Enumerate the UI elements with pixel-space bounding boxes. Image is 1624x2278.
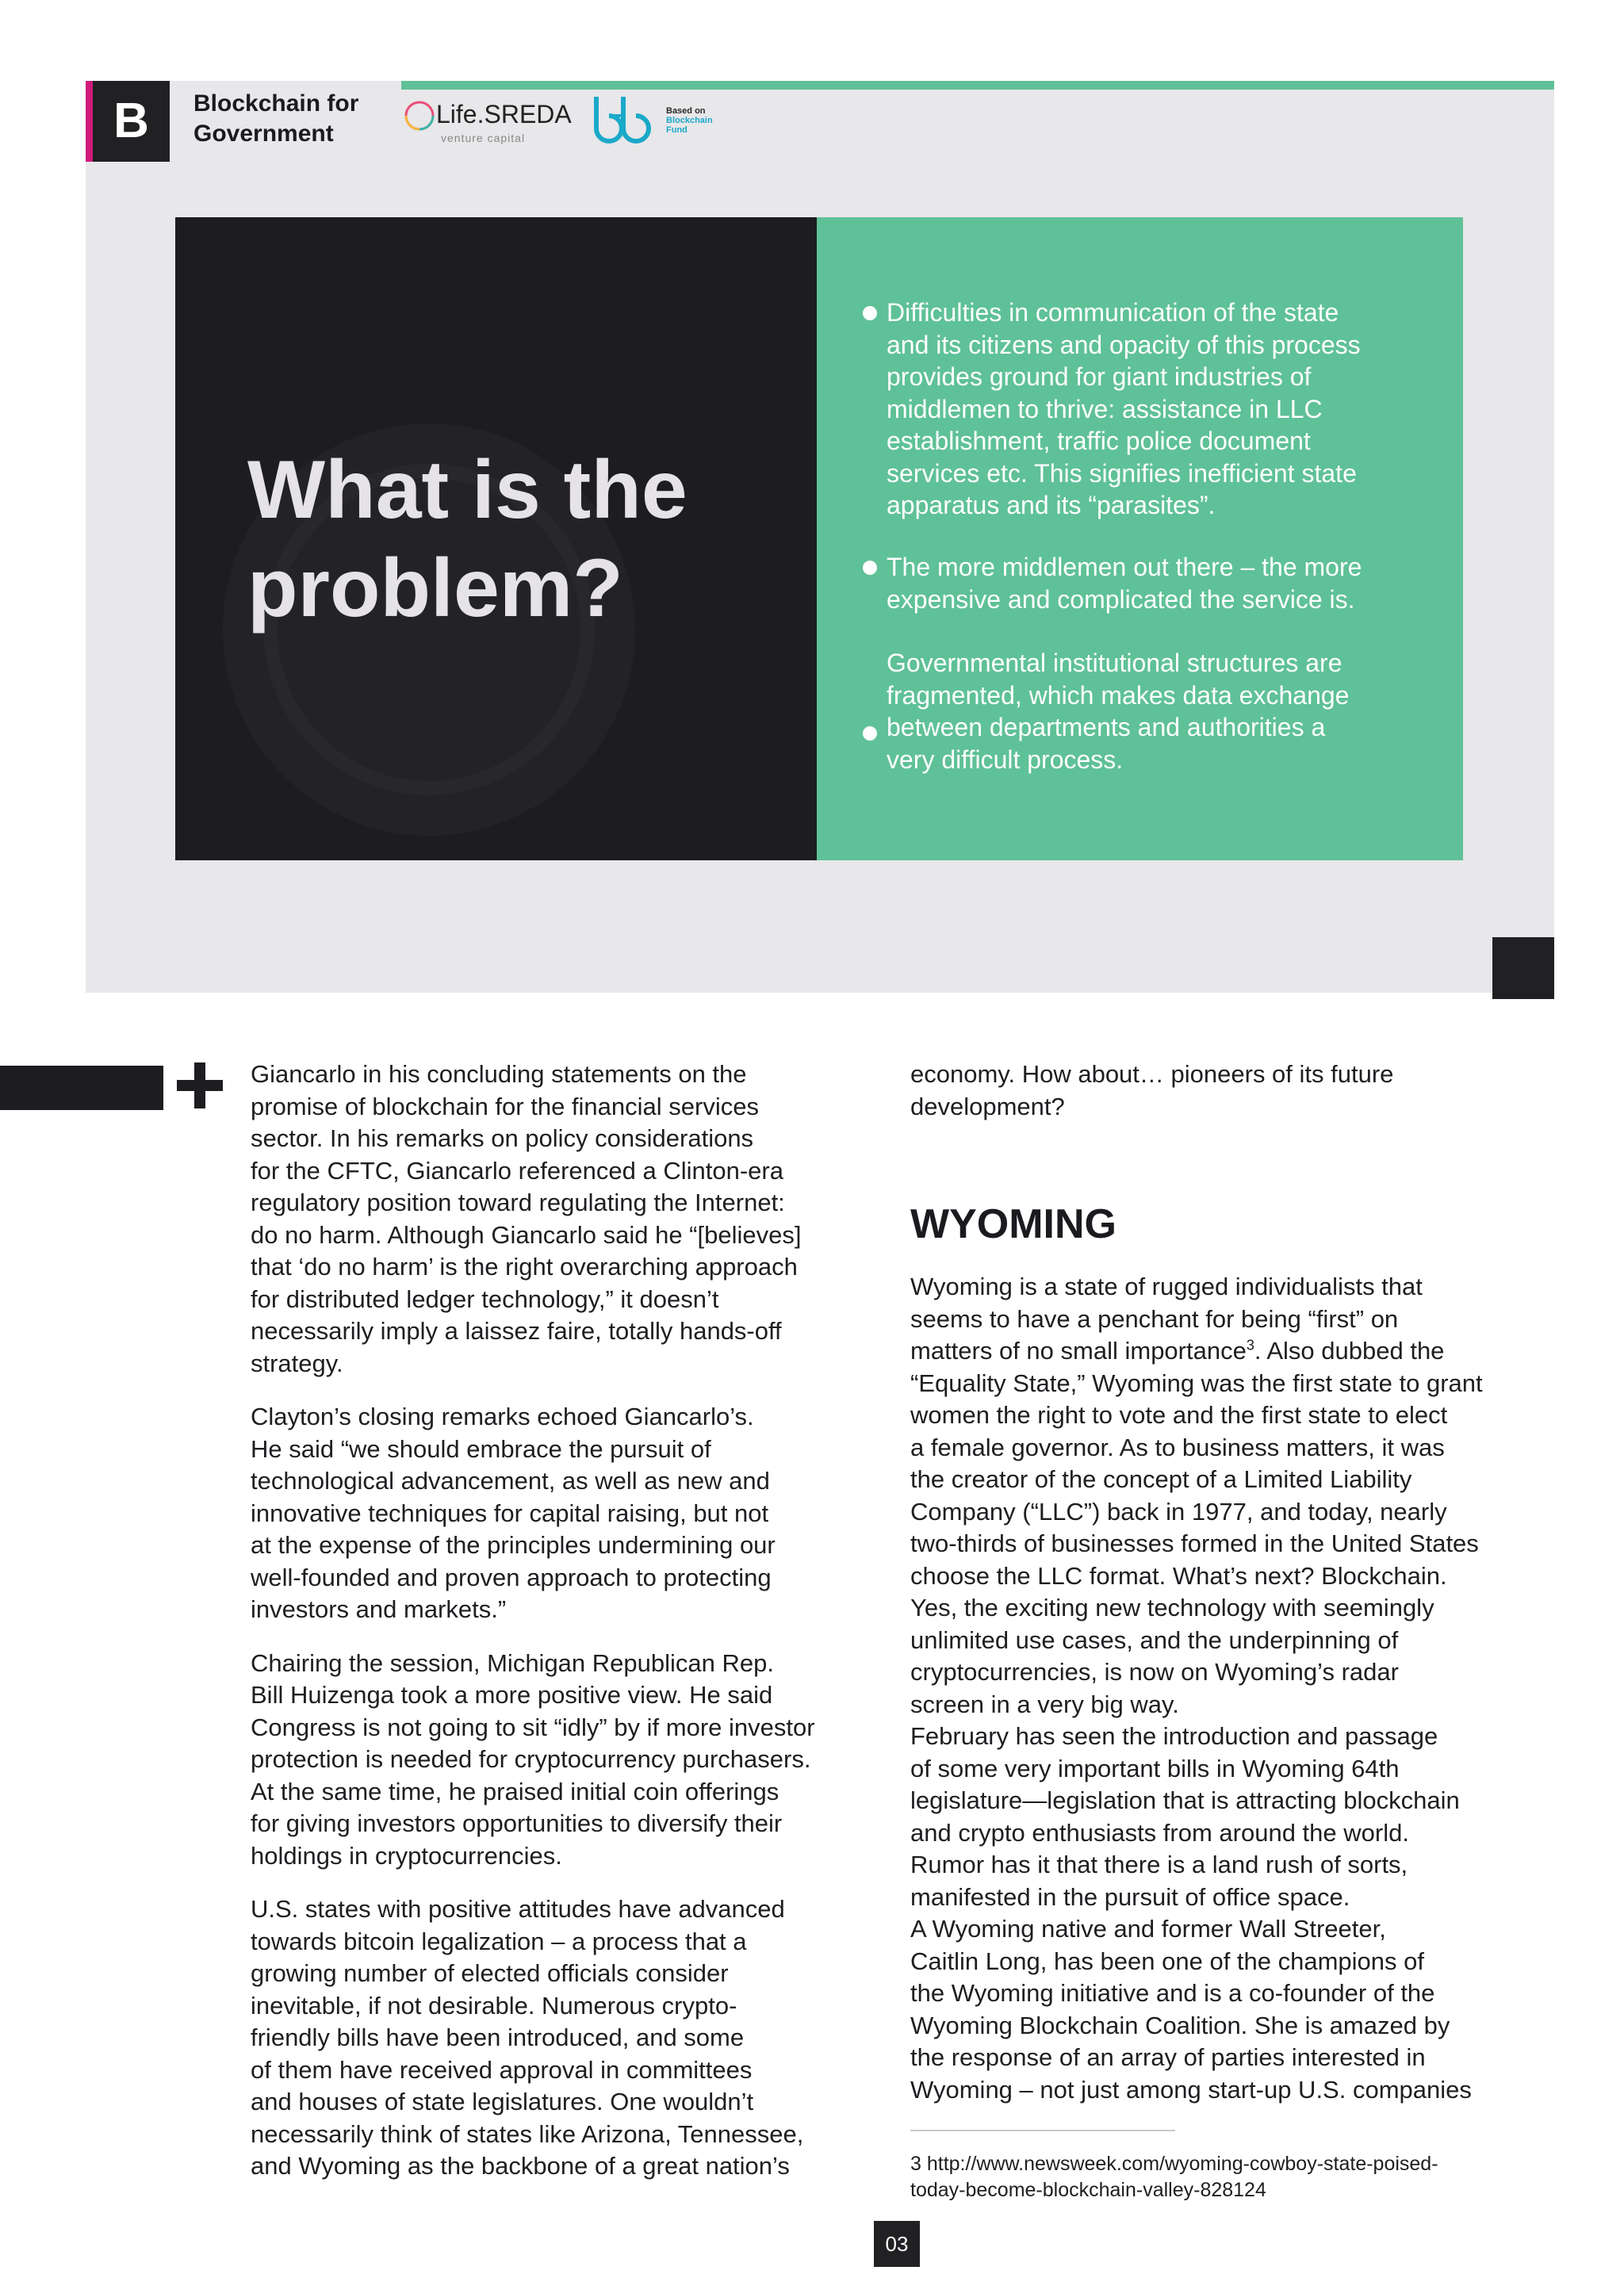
hero-title <box>247 441 688 637</box>
text-line: holdings in cryptocurrencies. <box>251 1841 562 1870</box>
text-line: At the same time, he praised initial coin offerings <box>251 1777 779 1805</box>
text-line: Chairing the session, Michigan Republican Rep. <box>251 1648 774 1677</box>
text-line: A Wyoming native and former Wall Streeter, <box>910 1915 1386 1943</box>
text-line: Caitlin Long, has been one of the champions of <box>910 1947 1425 1975</box>
text-line: that ‘do no harm’ is the right overarching approach <box>251 1253 798 1281</box>
green-accent-strip <box>401 81 1554 90</box>
footnote-divider <box>910 2130 1175 2131</box>
text-line: the Wyoming initiative and is a co-founder of the <box>910 1979 1435 2007</box>
bullet-line: and its citizens and opacity of this process <box>887 330 1361 359</box>
text-line: for distributed ledger technology,” it doesn’t <box>251 1284 719 1313</box>
paragraph <box>251 1648 885 1873</box>
hero-title-line: What is the <box>247 444 688 536</box>
footnote-line: today-become-blockchain-valley-828124 <box>910 2179 1266 2201</box>
problem-bullet <box>887 647 1457 775</box>
bb-fund-line: Based on <box>666 106 706 116</box>
text-line: unlimited use cases, and the underpinning of <box>910 1625 1399 1654</box>
text-line: seems to have a penchant for being “first” on <box>910 1304 1399 1333</box>
text-line: growing number of elected officials consider <box>251 1959 729 1987</box>
text-line: Congress is not going to sit “idly” by if more investor <box>251 1713 815 1741</box>
hero-title-line: problem? <box>247 542 623 634</box>
bullet-dot-icon <box>863 726 877 741</box>
bullet-line: Difficulties in communication of the state <box>887 298 1339 327</box>
text-line: Wyoming – not just among start-up U.S. companies <box>910 2075 1472 2104</box>
text-line: necessarily think of states like Arizona, Tennessee, <box>251 2119 804 2148</box>
text-line: friendly bills have been introduced, and some <box>251 2023 745 2051</box>
document-title <box>193 89 358 149</box>
text-line: Wyoming Blockchain Coalition. She is amazed by <box>910 2011 1450 2039</box>
text-line: inevitable, if not desirable. Numerous crypto- <box>251 1991 737 2020</box>
text-line: screen in a very big way. <box>910 1690 1179 1718</box>
lifesreda-subtitle: venture capital <box>441 132 526 144</box>
text-line: of them have received approval in committees <box>251 2055 753 2084</box>
wyoming-section <box>910 1271 1545 2106</box>
footnote-ref: 3 <box>1246 1337 1254 1353</box>
text-line: Giancarlo in his concluding statements on the <box>251 1060 747 1088</box>
text-line: sector. In his remarks on policy considerations <box>251 1124 754 1152</box>
badge-accent-bar <box>86 81 93 162</box>
text-line: for the CFTC, Giancarlo referenced a Clinton-era <box>251 1156 783 1185</box>
bullet-dot-icon <box>863 306 877 320</box>
text-line: development? <box>910 1092 1065 1120</box>
paragraph <box>251 1893 885 2183</box>
text-line: a female governor. As to business matters, it was <box>910 1433 1445 1461</box>
bullet-line: The more middlemen out there – the more <box>887 553 1362 581</box>
bullet-line: apparatus and its “parasites”. <box>887 491 1216 519</box>
text-line: Wyoming is a state of rugged individualists that <box>910 1273 1423 1300</box>
bullet-line: establishment, traffic police document <box>887 427 1311 455</box>
text-line: and houses of state legislatures. One wouldn’t <box>251 2088 754 2115</box>
left-column <box>251 1059 885 2183</box>
text-line: February has seen the introduction and passage <box>910 1722 1438 1750</box>
plus-icon-bar <box>177 1080 223 1091</box>
corner-block <box>1492 937 1554 999</box>
text-line: at the expense of the principles undermining our <box>251 1531 776 1559</box>
text-line: the creator of the concept of a Limited Liability <box>910 1465 1412 1493</box>
text-line: two-thirds of businesses formed in the United States <box>910 1530 1479 1557</box>
bullet-line: expensive and complicated the service is. <box>887 584 1355 614</box>
text-line: choose the LLC format. What’s next? Blockchain. <box>910 1561 1447 1590</box>
bullet-line: between departments and authorities a <box>887 713 1326 741</box>
text-line: U.S. states with positive attitudes have advanced <box>251 1895 785 1923</box>
text-line: necessarily imply a laissez faire, totally hands-off <box>251 1317 782 1345</box>
bullet-dot-icon <box>863 561 877 575</box>
paragraph <box>251 1401 885 1626</box>
text-line: Rumor has it that there is a land rush of sorts, <box>910 1851 1408 1878</box>
document-title-line: Government <box>193 121 334 147</box>
bb-fund-line: Blockchain <box>666 116 713 125</box>
text-line: Clayton’s closing remarks echoed Giancarlo’s. <box>251 1403 754 1430</box>
footnote <box>910 2151 1438 2203</box>
bullet-line: provides ground for giant industries of <box>887 362 1312 391</box>
text-line-with-footnote <box>910 1335 1545 1368</box>
side-bar-decoration <box>0 1066 163 1110</box>
bullet-line: Governmental institutional structures are <box>887 649 1342 677</box>
problem-bullet <box>887 297 1457 522</box>
page-number: 03 <box>874 2221 920 2267</box>
text-line: legislature—legislation that is attracting blockchain <box>910 1786 1460 1814</box>
problem-bullet <box>887 551 1457 615</box>
text-fragment: matters of no small importance <box>910 1337 1247 1365</box>
text-line: Yes, the exciting new technology with seemingly <box>910 1594 1434 1621</box>
text-line: “Equality State,” Wyoming was the first state to grant <box>910 1369 1483 1397</box>
text-line: Bill Huizenga took a more positive view. He said <box>251 1681 773 1709</box>
text-line: and crypto enthusiasts from around the world. <box>910 1818 1409 1847</box>
text-line: cryptocurrencies, is now on Wyoming’s radar <box>910 1658 1399 1686</box>
text-line: strategy. <box>251 1349 343 1377</box>
text-line: for giving investors opportunities to diversify their <box>251 1809 783 1837</box>
text-line: the response of an array of parties interested in <box>910 2043 1426 2071</box>
section-badge-letter: B <box>113 94 149 148</box>
bb-fund-logo-icon <box>592 92 668 146</box>
text-line: women the right to vote and the first state to elect <box>910 1401 1448 1429</box>
text-line: protection is needed for cryptocurrency purchasers. <box>251 1745 811 1773</box>
bullet-line: services etc. This signifies inefficient state <box>887 458 1357 488</box>
lifesreda-name: Life.SREDA <box>436 100 572 128</box>
bullet-line: very difficult process. <box>887 745 1124 774</box>
bb-fund-name <box>666 106 713 135</box>
bullet-line: middlemen to thrive: assistance in LLC <box>887 394 1323 423</box>
document-title-line: Blockchain for <box>193 90 359 117</box>
footnote-line: 3 http://www.newsweek.com/wyoming-cowboy-state-poised- <box>910 2153 1438 2175</box>
text-line: economy. How about… pioneers of its future <box>910 1060 1394 1088</box>
text-fragment: . Also dubbed the <box>1254 1337 1445 1365</box>
text-line: Company (“LLC”) back in 1977, and today, nearly <box>910 1497 1447 1526</box>
right-column-intro <box>910 1059 1545 1123</box>
text-line: promise of blockchain for the financial services <box>251 1092 759 1120</box>
text-line: do no harm. Although Giancarlo said he “[believes] <box>251 1220 802 1249</box>
text-line: and Wyoming as the backbone of a great nation’s <box>251 2152 790 2180</box>
text-line: technological advancement, as well as new and <box>251 1467 770 1495</box>
text-line: manifested in the pursuit of office space. <box>910 1882 1350 1911</box>
bb-fund-line: Fund <box>666 125 688 135</box>
text-line: of some very important bills in Wyoming 64th <box>910 1754 1400 1782</box>
text-line: regulatory position toward regulating the Internet: <box>251 1189 785 1216</box>
text-line: towards bitcoin legalization – a process that a <box>251 1927 747 1955</box>
text-line: innovative techniques for capital raising, but not <box>251 1499 769 1527</box>
paragraph <box>251 1059 885 1380</box>
text-line: well-founded and proven approach to protecting <box>251 1563 772 1591</box>
text-line: investors and markets.” <box>251 1595 507 1623</box>
section-heading: WYOMING <box>910 1201 1116 1247</box>
text-line: He said “we should embrace the pursuit of <box>251 1434 711 1463</box>
bullet-line: fragmented, which makes data exchange <box>887 680 1350 710</box>
